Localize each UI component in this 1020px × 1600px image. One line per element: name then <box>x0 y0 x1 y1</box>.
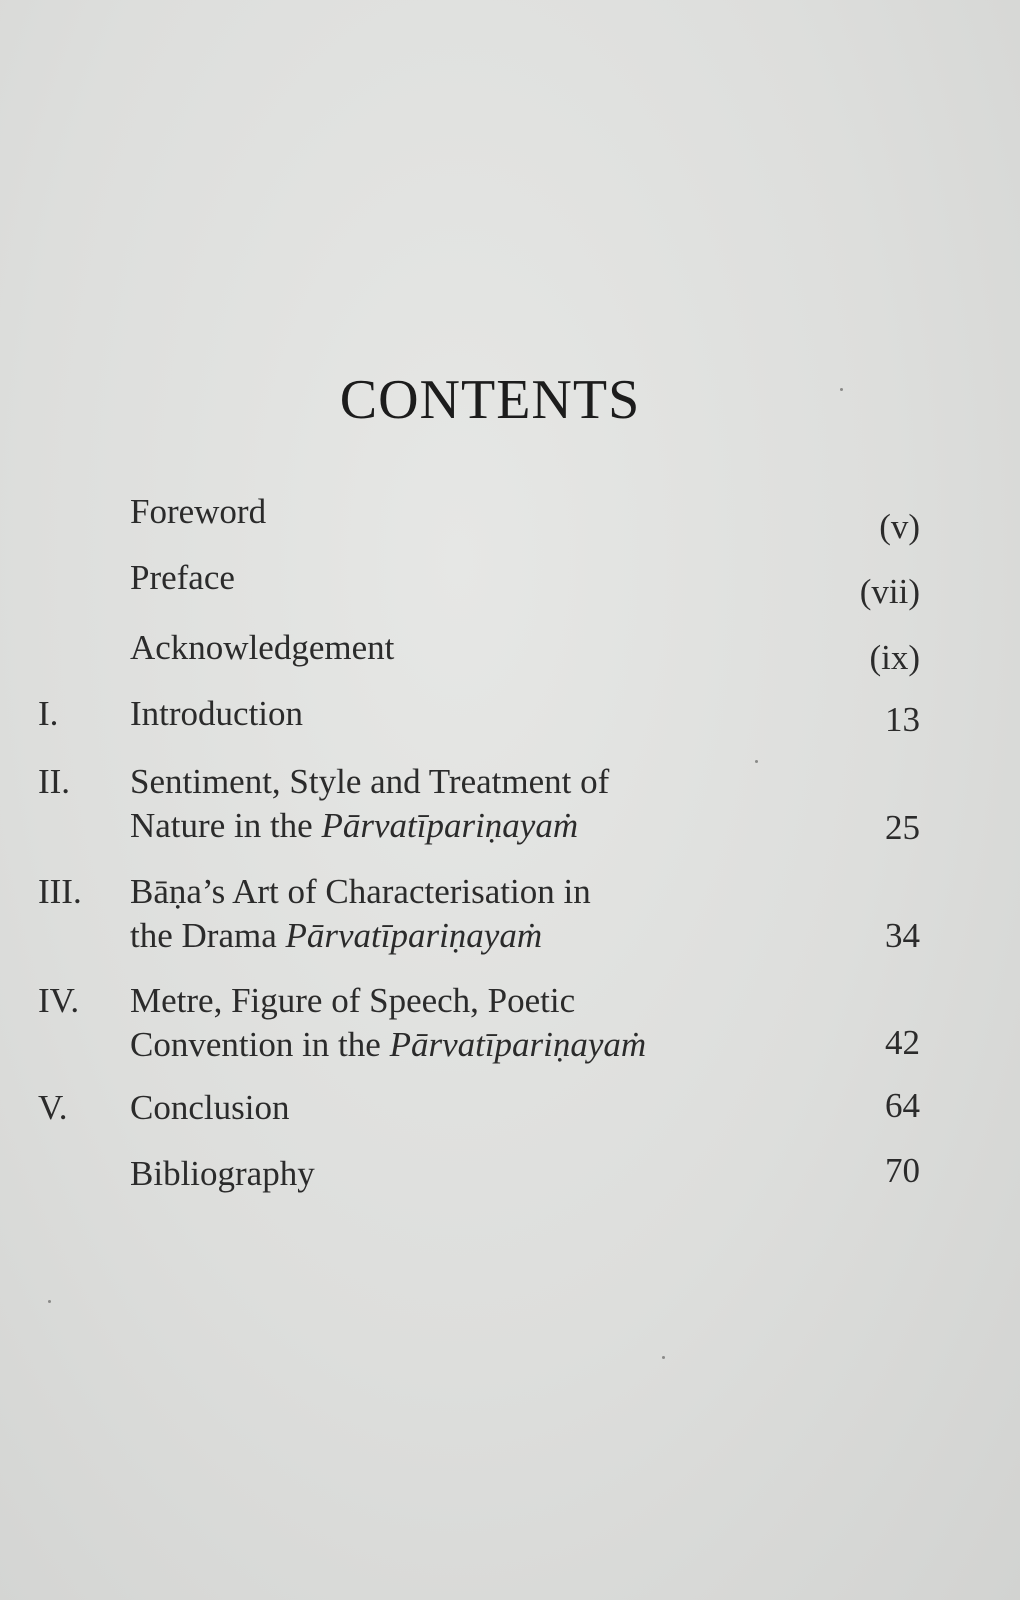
toc-page-number: 70 <box>885 1151 920 1190</box>
paper-speck <box>662 1356 665 1359</box>
toc-entry-italic-title: Pārvatīpariṇayaṁ <box>321 806 579 845</box>
toc-entry-label: Acknowledgement <box>130 628 395 667</box>
toc-page-number: 64 <box>885 1086 920 1125</box>
paper-speck <box>840 388 843 391</box>
toc-entry-label: Bibliography <box>130 1154 315 1193</box>
toc-page-number: 34 <box>885 916 920 955</box>
chapter-number: V. <box>38 1088 68 1127</box>
toc-entry-label: Foreword <box>130 492 267 531</box>
toc-entry-label: Conclusion <box>130 1088 290 1127</box>
toc-page-number: (ix) <box>869 638 920 677</box>
toc-page-number: (v) <box>879 507 920 546</box>
toc-entry-conclusion <box>130 1086 289 1130</box>
chapter-number: II. <box>38 762 71 801</box>
toc-entry-sentiment <box>130 760 609 848</box>
toc-entry-preface <box>130 556 235 600</box>
toc-entry-label: Introduction <box>130 694 304 733</box>
toc-entry-label-line2 <box>130 914 591 958</box>
toc-entry-label-line1: Bāṇa’s Art of Characterisation in <box>130 872 591 911</box>
toc-entry-plain-text: Nature in the <box>130 806 322 845</box>
toc-entry-acknowledgement <box>130 626 394 670</box>
chapter-number: IV. <box>38 981 80 1020</box>
toc-entry-foreword <box>130 490 266 534</box>
toc-entry-plain-text: Convention in the <box>130 1025 390 1064</box>
chapter-number: III. <box>38 872 82 911</box>
toc-entry-italic-title: Pārvatīpariṇayaṁ <box>389 1025 647 1064</box>
toc-entry-label-line2 <box>130 804 609 848</box>
toc-page-number: 13 <box>885 700 920 739</box>
toc-entry-bibliography <box>130 1152 315 1196</box>
toc-entry-characterisation <box>130 870 591 958</box>
toc-entry-metre <box>130 979 646 1067</box>
toc-entry-label: Preface <box>130 558 235 597</box>
toc-entry-introduction <box>130 692 303 736</box>
paper-speck <box>48 1300 51 1303</box>
chapter-number: I. <box>38 694 59 733</box>
contents-title: CONTENTS <box>339 369 641 431</box>
toc-entry-label-line1: Sentiment, Style and Treatment of <box>130 762 610 801</box>
toc-page-number: 25 <box>885 808 920 847</box>
toc-page-number: 42 <box>885 1023 920 1062</box>
toc-entry-plain-text: the Drama <box>130 916 286 955</box>
toc-entry-italic-title: Pārvatīpariṇayaṁ <box>285 916 543 955</box>
paper-speck <box>755 760 758 763</box>
toc-entry-label-line2 <box>130 1023 646 1067</box>
toc-page-number: (vii) <box>859 572 920 611</box>
toc-entry-label-line1: Metre, Figure of Speech, Poetic <box>130 981 576 1020</box>
